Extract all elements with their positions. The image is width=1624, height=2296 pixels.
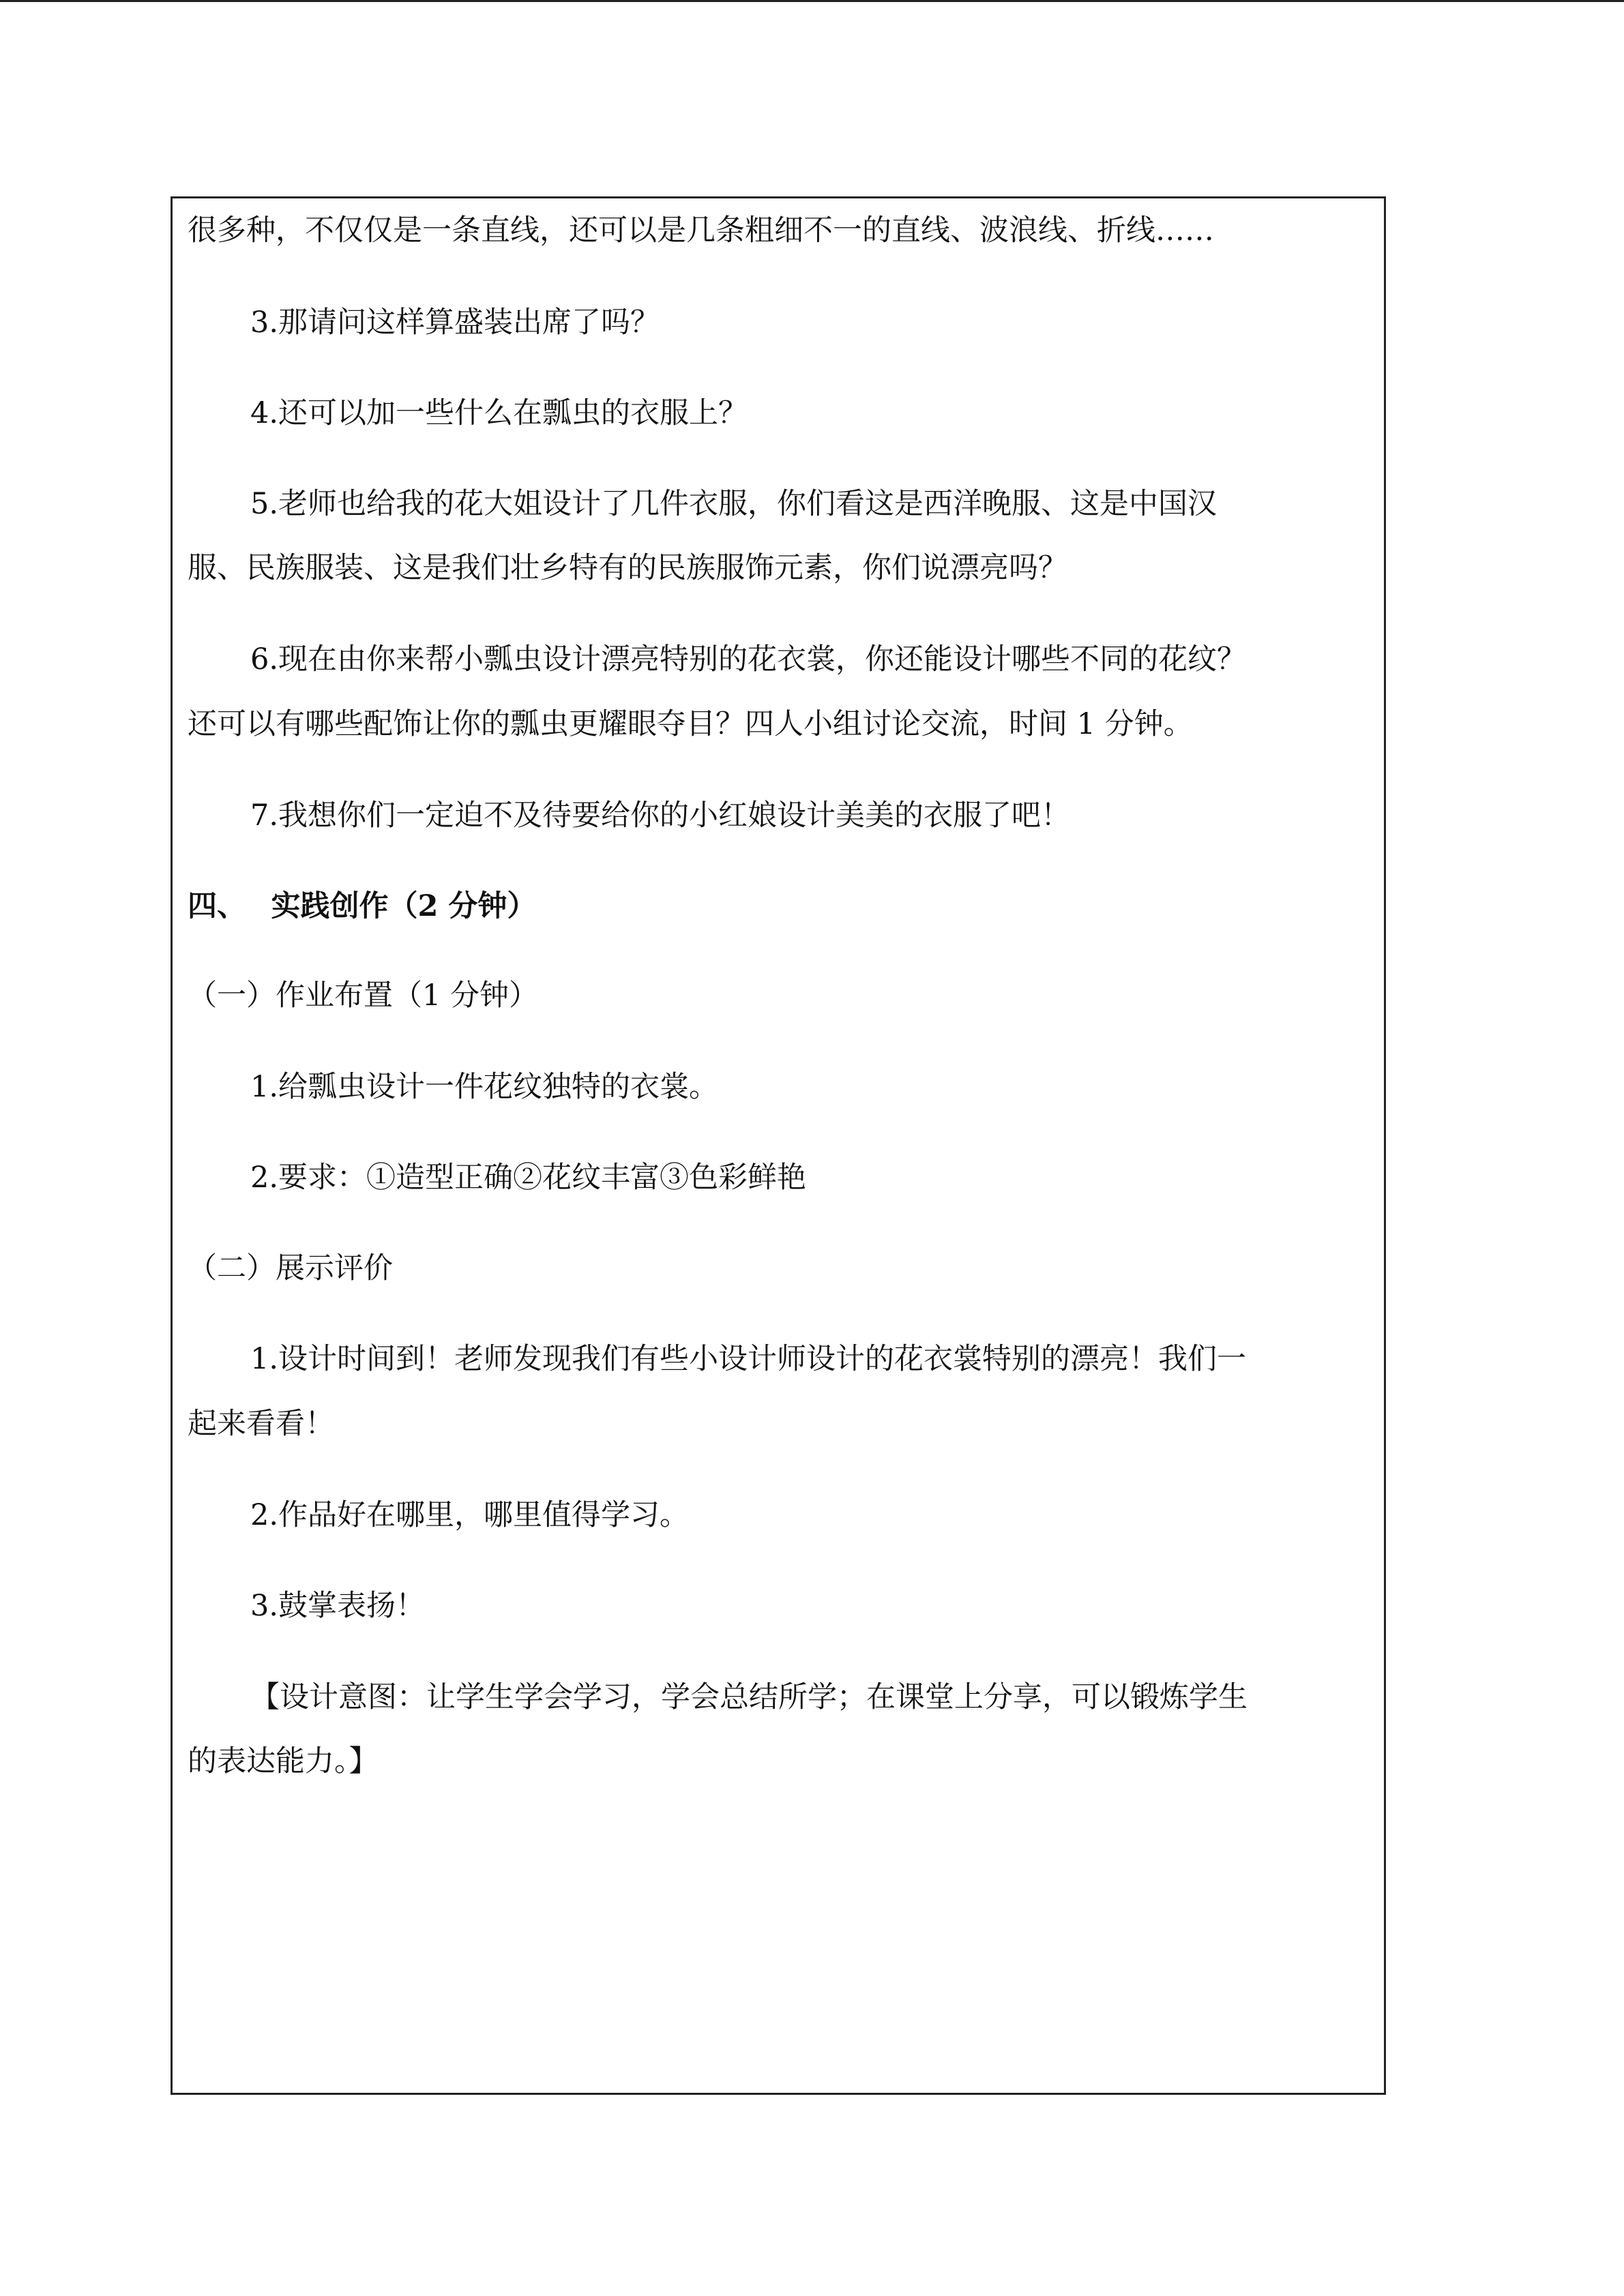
- page-top-rule: [0, 0, 1624, 2]
- section-heading: 四、 实践创作（2 分钟）: [188, 889, 537, 923]
- step-4: 4.还可以加一些什么在瓢虫的衣服上？: [250, 396, 748, 430]
- subsection-heading-2: （二）展示评价: [188, 1251, 393, 1285]
- step-6-line-1: 6.现在由你来帮小瓢虫设计漂亮特别的花衣裳，你还能设计哪些不同的花纹？: [250, 642, 1247, 676]
- task-item-2: 2.要求：①造型正确②花纹丰富③色彩鲜艳: [250, 1161, 807, 1195]
- task-item-1: 1.给瓢虫设计一件花纹独特的衣裳。: [250, 1070, 719, 1104]
- paragraph-line: 很多种，不仅仅是一条直线，还可以是几条粗细不一的直线、波浪线、折线……: [188, 213, 1214, 248]
- step-3: 3.那请问这样算盛装出席了吗？: [250, 305, 660, 340]
- design-intent-line-2: 的表达能力。】: [188, 1744, 379, 1778]
- step-6-line-2: 还可以有哪些配饰让你的瓢虫更耀眼夺目？四人小组讨论交流，时间 1 分钟。: [188, 707, 1193, 741]
- review-item-3: 3.鼓掌表扬！: [250, 1589, 426, 1623]
- design-intent-line-1: 【设计意图：让学生学会学习，学会总结所学；在课堂上分享，可以锻炼学生: [250, 1680, 1247, 1714]
- subsection-heading-1: （一）作业布置（1 分钟）: [188, 979, 539, 1013]
- review-item-1-line-1: 1.设计时间到！老师发现我们有些小设计师设计的花衣裳特别的漂亮！我们一: [250, 1342, 1247, 1376]
- table-cell-border: [171, 196, 1386, 2095]
- step-5-line-1: 5.老师也给我的花大姐设计了几件衣服，你们看这是西洋晚服、这是中国汉: [250, 487, 1217, 521]
- review-item-1-line-2: 起来看看！: [188, 1407, 334, 1441]
- review-item-2: 2.作品好在哪里，哪里值得学习。: [250, 1498, 690, 1532]
- step-7: 7.我想你们一定迫不及待要给你的小红娘设计美美的衣服了吧！: [250, 799, 1071, 833]
- step-5-line-2: 服、民族服装、这是我们壮乡特有的民族服饰元素，你们说漂亮吗？: [188, 551, 1067, 585]
